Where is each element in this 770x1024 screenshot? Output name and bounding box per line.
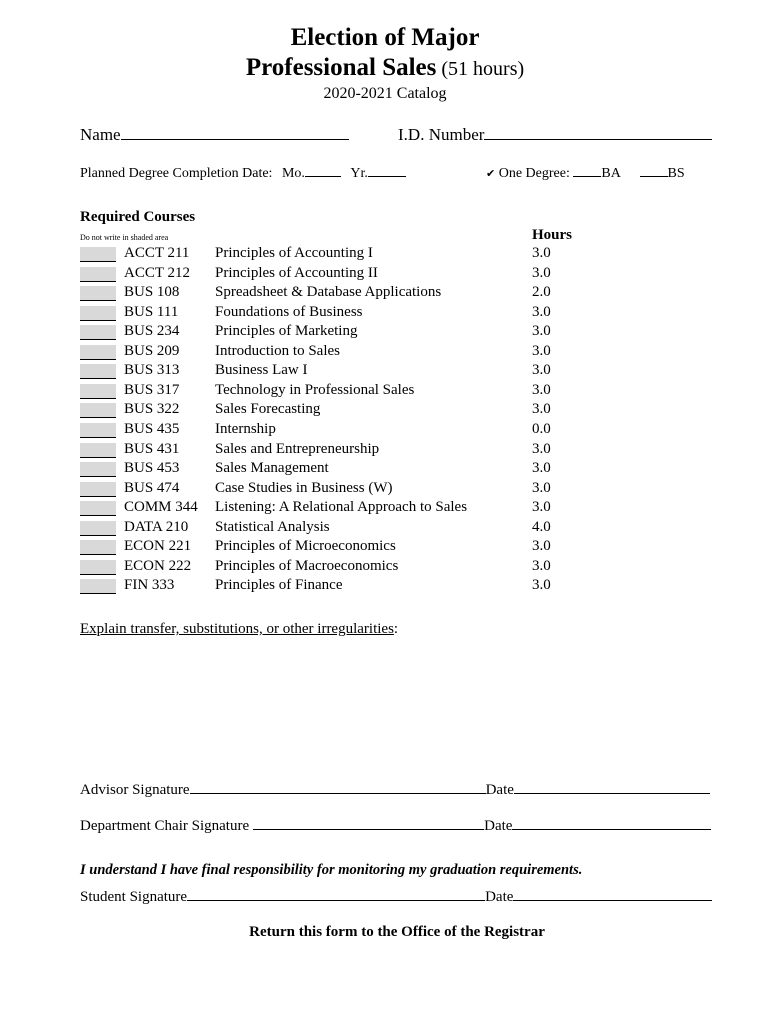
- course-row: [80, 499, 580, 518]
- course-name: Technology in Professional Sales: [215, 381, 415, 398]
- course-hours: 3.0: [532, 577, 551, 594]
- course-row: [80, 245, 580, 264]
- course-hours: 4.0: [532, 518, 551, 535]
- course-row: [80, 421, 580, 440]
- course-hours: 0.0: [532, 420, 551, 437]
- shaded-check-box: [80, 306, 116, 321]
- major-title: [0, 54, 770, 82]
- course-name: Sales Forecasting: [215, 401, 321, 418]
- shaded-check-box: [80, 247, 116, 262]
- course-name: Foundations of Business: [215, 303, 363, 320]
- course-row: [80, 382, 580, 401]
- course-name: Listening: A Relational Approach to Sales: [215, 499, 468, 516]
- course-hours: 3.0: [532, 479, 551, 496]
- advisor-signature-field[interactable]: [80, 781, 710, 799]
- irregularities-field[interactable]: [80, 621, 398, 638]
- course-code: BUS 209: [124, 342, 180, 359]
- catalog-year: 2020-2021 Catalog: [323, 85, 447, 102]
- student-signature-field[interactable]: [80, 888, 712, 906]
- course-code: ACCT 211: [124, 245, 190, 261]
- ba-input-line[interactable]: [573, 165, 601, 177]
- bs-input-line[interactable]: [640, 165, 668, 177]
- shaded-check-box: [80, 501, 116, 516]
- course-hours: 3.0: [532, 499, 551, 516]
- shaded-check-box: [80, 384, 116, 399]
- course-hours: 3.0: [532, 460, 551, 477]
- advisor-date-label: Date: [485, 782, 514, 798]
- course-hours: 2.0: [532, 284, 551, 301]
- completion-date-field: [80, 165, 406, 182]
- course-hours: 3.0: [532, 538, 551, 555]
- course-row: [80, 401, 580, 420]
- course-row: [80, 460, 580, 479]
- one-degree-field: [486, 165, 685, 182]
- course-code: ACCT 212: [124, 264, 190, 281]
- course-name: Sales and Entrepreneurship: [215, 440, 380, 457]
- bs-label: BS: [667, 166, 685, 181]
- course-code: COMM 344: [124, 499, 198, 516]
- course-name: Case Studies in Business (W): [215, 479, 393, 496]
- ba-label: BA: [601, 166, 621, 181]
- course-name: Principles of Microeconomics: [215, 538, 396, 555]
- year-label: Yr.: [350, 166, 368, 181]
- course-name: Sales Management: [215, 460, 329, 477]
- student-date-label: Date: [485, 889, 514, 905]
- course-hours: 3.0: [532, 323, 551, 340]
- course-row: [80, 441, 580, 460]
- course-code: ECON 221: [124, 538, 192, 555]
- id-number-field[interactable]: [398, 125, 712, 145]
- name-input-line[interactable]: [121, 125, 349, 140]
- shaded-check-box: [80, 364, 116, 379]
- course-code: BUS 313: [124, 362, 180, 379]
- course-row: [80, 304, 580, 323]
- name-label: Name: [80, 125, 121, 144]
- course-hours: 3.0: [532, 245, 551, 261]
- shaded-check-box: [80, 325, 116, 340]
- course-row: [80, 558, 580, 577]
- chair-date-label: Date: [484, 818, 513, 834]
- course-name: Statistical Analysis: [215, 518, 330, 535]
- course-name: Principles of Finance: [215, 577, 343, 594]
- course-name: Principles of Macroeconomics: [215, 557, 399, 574]
- student-date-line[interactable]: [513, 888, 712, 901]
- shaded-check-box: [80, 462, 116, 477]
- course-hours: 3.0: [532, 362, 551, 379]
- course-code: BUS 431: [124, 440, 180, 457]
- course-hours: 3.0: [532, 264, 551, 281]
- advisor-signature-label: Advisor Signature: [80, 782, 190, 798]
- course-code: FIN 333: [124, 577, 175, 594]
- course-row: [80, 284, 580, 303]
- return-note: Return this form to the Office of the Registrar: [249, 924, 545, 940]
- shaded-check-box: [80, 521, 116, 536]
- responsibility-statement: I understand I have final responsibility for monitoring my graduation requirements.: [80, 862, 583, 878]
- student-signature-line[interactable]: [187, 888, 485, 901]
- course-code: BUS 474: [124, 479, 180, 496]
- course-row: [80, 480, 580, 499]
- month-label: Mo.: [281, 166, 305, 181]
- shaded-check-box: [80, 267, 116, 282]
- shaded-area-note: Do not write in shaded area: [80, 233, 169, 242]
- id-number-input-line[interactable]: [484, 125, 712, 140]
- chair-signature-field[interactable]: [80, 817, 711, 835]
- course-hours: 3.0: [532, 557, 551, 574]
- completion-date-label: Planned Degree Completion Date:: [80, 166, 273, 181]
- month-input-line[interactable]: [305, 165, 341, 177]
- course-hours: 3.0: [532, 440, 551, 457]
- required-courses-heading: Required Courses: [80, 209, 196, 225]
- course-row: [80, 577, 580, 596]
- course-hours: 3.0: [532, 342, 551, 359]
- advisor-signature-line[interactable]: [190, 781, 486, 794]
- shaded-check-box: [80, 579, 116, 594]
- course-code: ECON 222: [124, 557, 192, 574]
- course-name: Spreadsheet & Database Applications: [215, 284, 442, 301]
- course-code: BUS 453: [124, 460, 180, 477]
- irregularities-colon: :: [393, 621, 399, 637]
- shaded-check-box: [80, 286, 116, 301]
- check-icon: ✔: [486, 167, 496, 180]
- chair-date-line[interactable]: [512, 817, 711, 830]
- course-hours: 3.0: [532, 303, 551, 320]
- year-input-line[interactable]: [368, 165, 406, 177]
- course-hours: 3.0: [532, 401, 551, 418]
- course-name: Principles of Marketing: [215, 323, 358, 340]
- form-title: Election of Major: [290, 24, 480, 51]
- shaded-check-box: [80, 403, 116, 418]
- shaded-check-box: [80, 540, 116, 555]
- id-number-label: I.D. Number: [398, 125, 485, 144]
- course-row: [80, 265, 580, 284]
- course-row: [80, 362, 580, 381]
- course-row: [80, 343, 580, 362]
- course-name: Introduction to Sales: [215, 342, 340, 359]
- major-hours: (51 hours): [436, 58, 525, 80]
- course-hours: 3.0: [532, 381, 551, 398]
- course-name: Principles of Accounting II: [215, 264, 378, 281]
- irregularities-label: Explain transfer, substitutions, or other irregularities: [80, 621, 394, 637]
- shaded-check-box: [80, 345, 116, 360]
- chair-signature-label: Department Chair Signature: [80, 818, 250, 834]
- major-name: Professional Sales: [245, 54, 437, 81]
- shaded-check-box: [80, 423, 116, 438]
- student-signature-label: Student Signature: [80, 889, 188, 905]
- course-code: BUS 317: [124, 381, 180, 398]
- shaded-check-box: [80, 482, 116, 497]
- course-name: Internship: [215, 420, 276, 437]
- advisor-date-line[interactable]: [514, 781, 710, 794]
- one-degree-label: One Degree:: [498, 166, 570, 181]
- course-name: Principles of Accounting I: [215, 245, 373, 261]
- course-code: BUS 108: [124, 284, 180, 301]
- hours-header: Hours: [532, 227, 573, 243]
- course-row: [80, 323, 580, 342]
- chair-signature-line[interactable]: [253, 817, 484, 830]
- course-row: [80, 519, 580, 538]
- course-name: Business Law I: [215, 362, 308, 379]
- course-code: BUS 322: [124, 401, 180, 418]
- course-code: BUS 111: [124, 303, 179, 320]
- shaded-check-box: [80, 560, 116, 575]
- course-code: BUS 435: [124, 420, 180, 437]
- course-code: BUS 234: [124, 323, 180, 340]
- shaded-check-box: [80, 443, 116, 458]
- course-code: DATA 210: [124, 518, 189, 535]
- course-row: [80, 538, 580, 557]
- name-field[interactable]: [80, 125, 349, 145]
